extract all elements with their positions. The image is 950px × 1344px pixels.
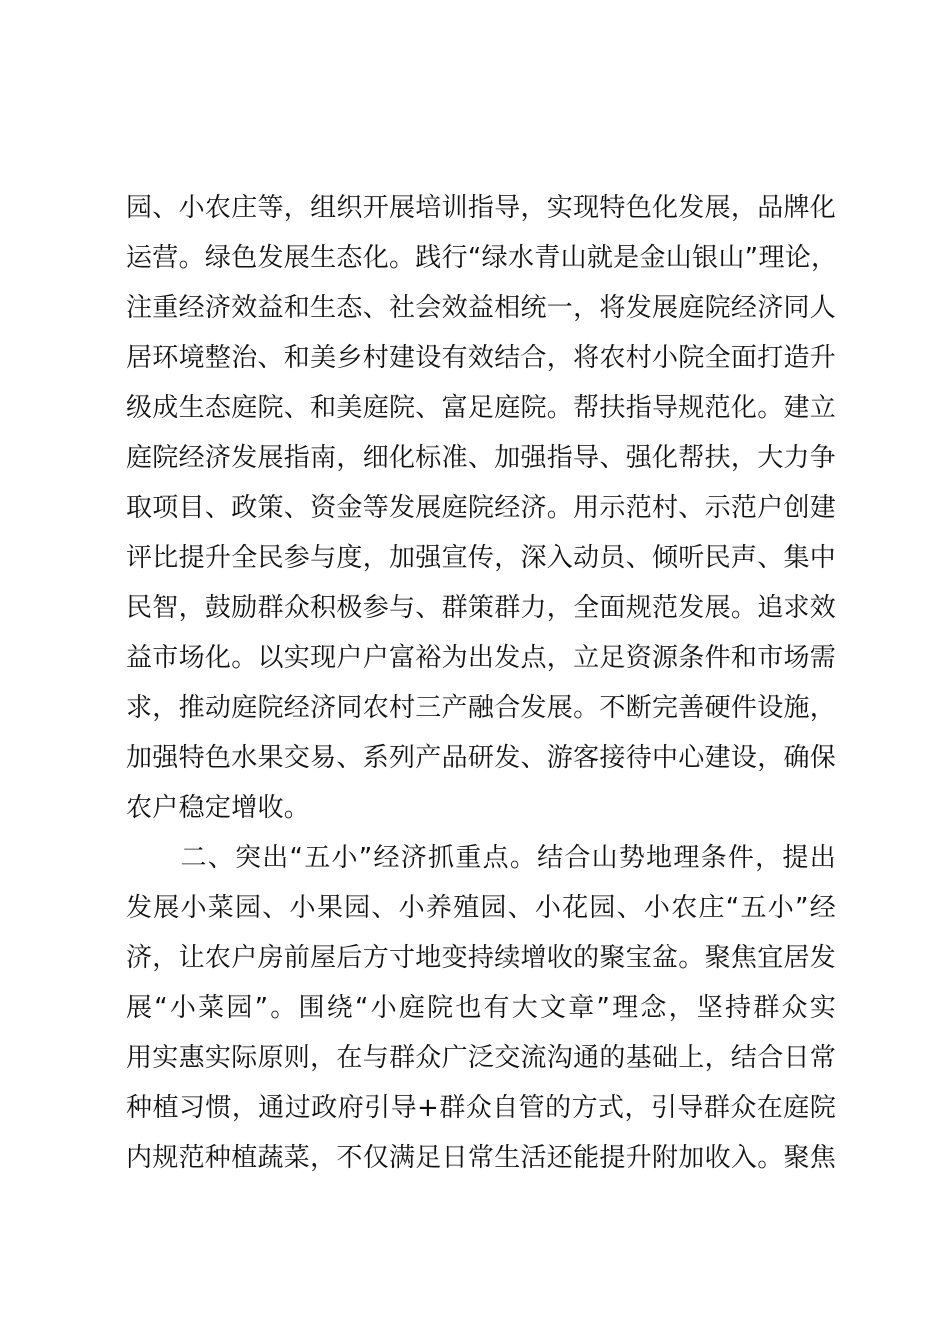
text-line: 庭院经济发展指南，细化标准、加强指导、强化帮扶，大力争 xyxy=(126,443,837,473)
text-line: 济，让农户房前屋后方寸地变持续增收的聚宝盆。聚焦宜居发 xyxy=(126,943,837,973)
text-line: 益市场化。以实现户户富裕为出发点，立足资源条件和市场需 xyxy=(126,643,837,673)
text-line: 民智，鼓励群众积极参与、群策群力，全面规范发展。追求效 xyxy=(126,593,837,623)
text-line: 展“小菜园”。围绕“小庭院也有大文章”理念，坚持群众实 xyxy=(126,993,836,1023)
body-text xyxy=(126,183,836,1183)
text-line: 发展小菜园、小果园、小养殖园、小花园、小农庄“五小”经 xyxy=(126,893,836,923)
text-line: 运营。绿色发展生态化。践行“绿水青山就是金山银山”理论， xyxy=(126,243,838,273)
text-line: 评比提升全民参与度，加强宣传，深入动员、倾听民声、集中 xyxy=(126,543,837,573)
text-line: 园、小农庄等，组织开展培训指导，实现特色化发展，品牌化 xyxy=(126,193,837,223)
text-line: 用实惠实际原则，在与群众广泛交流沟通的基础上，结合日常 xyxy=(126,1043,837,1073)
paragraph-last-line: 农户稳定增收。 xyxy=(126,793,311,823)
paragraph-first-line: 二、突出“五小”经济抓重点。结合山势地理条件，提出 xyxy=(126,843,836,873)
text-line: 种植习惯，通过政府引导+群众自管的方式，引导群众在庭院 xyxy=(126,1093,836,1123)
text-line: 注重经济效益和生态、社会效益相统一，将发展庭院经济同人 xyxy=(126,293,837,323)
text-line: 级成生态庭院、和美庭院、富足庭院。帮扶指导规范化。建立 xyxy=(126,393,837,423)
text-line: 取项目、政策、资金等发展庭院经济。用示范村、示范户创建 xyxy=(126,493,837,523)
text-line: 居环境整治、和美乡村建设有效结合，将农村小院全面打造升 xyxy=(126,343,837,373)
text-line: 内规范种植蔬菜，不仅满足日常生活还能提升附加收入。聚焦 xyxy=(126,1143,837,1173)
text-line: 求，推动庭院经济同农村三产融合发展。不断完善硬件设施， xyxy=(126,693,837,723)
text-line: 加强特色水果交易、系列产品研发、游客接待中心建设，确保 xyxy=(126,743,837,773)
